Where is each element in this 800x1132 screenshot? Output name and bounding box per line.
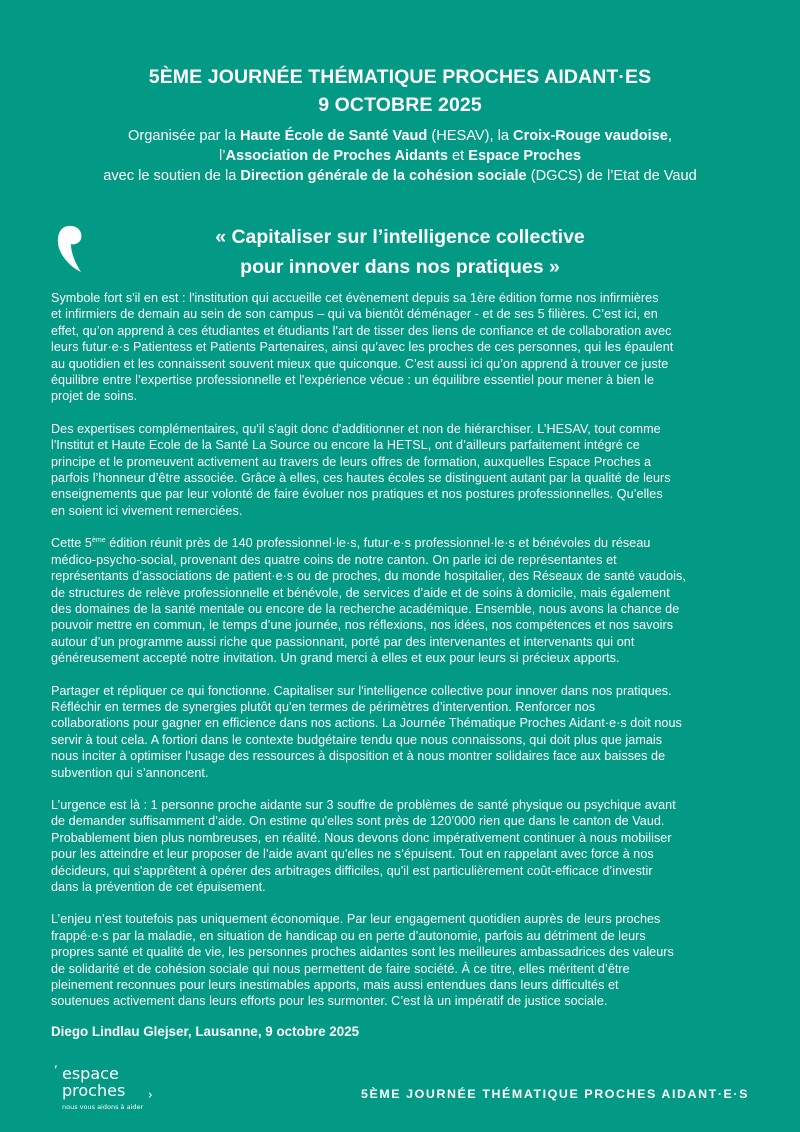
text-line: soutenues activement dans leurs efforts pour les surmonter. C’est là un impératif de justice sociale. <box>51 994 608 1009</box>
text-line: équilibre entre l’expertise professionnelle et l'expérience vécue : un équilibre essentiel pour mener à bien le <box>51 373 655 388</box>
organizers-block <box>0 126 800 186</box>
organizer-name: Association de Proches Aidants <box>225 148 448 164</box>
signature: Diego Lindlau Glejser, Lausanne, 9 octobre 2025 <box>51 1024 360 1039</box>
text-line: Cette 5ème édition réunit près de 140 professionnel·le·s, futur·e·s professionnel·le·s et bénévoles du réseau <box>51 536 651 551</box>
organizer-name: Espace Proches <box>468 148 582 164</box>
text-line: Probablement bien plus nombreuses, en réalité. Nous devons donc impérativement continuer à nous mobiliser <box>51 830 672 845</box>
text-line: Des expertises complémentaires, qu'il s'agit donc d'additionner et non de hiérarchiser. L’HESAV, tout comme <box>51 421 661 436</box>
text-line: représentants d’associations de patient·e·s ou de proches, du monde hospitalier, des Réseaux de santé vaudois, <box>51 569 686 584</box>
text-line: frappé·e·s par la maladie, en situation de handicap ou en perte d’autonomie, parfois au détriment de leurs <box>51 928 646 943</box>
paragraph-3 <box>51 535 763 666</box>
paragraph-6 <box>51 911 763 1009</box>
text-line: pour les atteindre et leur proposer de l’aide avant qu'elles ne s’épuisent. Tout en rappelant avec force à nos <box>51 847 654 862</box>
text-line: l'Institut et Haute Ecole de la Santé La Source ou encore la HETSL, ont d’ailleurs parfaitement intégré ce <box>51 438 640 453</box>
logo-word-1: espace <box>62 1064 119 1083</box>
organizers-line-3 <box>0 166 800 186</box>
text-line: leurs futur·e·s Patientess et Patients Partenaires, ainsi qu’avec les proches de ces personnes, qui les épaulent <box>51 340 674 355</box>
paragraph-2 <box>51 421 763 519</box>
organizers-line-2 <box>0 146 800 166</box>
text-line: Symbole fort s'il en est : l'institution qui accueille cet évènement depuis sa 1ère édition forme nos infirmières <box>51 291 659 305</box>
text-line: pouvoir mettre en commun, le temps d’une journée, nos réflexions, nos idées, nos compétences et nos savoirs <box>51 618 674 633</box>
text-line: propres santé et qualité de vie, les personnes proches aidantes sont les meilleures ambassadrices des valeurs <box>51 945 674 960</box>
text-line: de structures de relève professionnelle et bénévole, de services d’aide et de soins à domicile, mais également <box>51 585 670 600</box>
organizer-text: l’ <box>218 148 226 164</box>
logo-close-mark: › <box>148 1088 153 1103</box>
logo-word-2: proches <box>62 1081 126 1100</box>
text-line: enseignements que par leur volonté de faire évoluer nos pratiques et nos postures professionnelles. Qu’elles <box>51 487 663 502</box>
text-line: parfois l’honneur d’être associée. Grâce à elles, ces hautes écoles se distinguent autant par la qualité de leurs <box>51 471 671 486</box>
text-line: de solidarité et de cohésion sociale qui nous permettent de faire société. À ce titre, elles méritent d’être <box>51 961 630 976</box>
event-title: 5ÈME JOURNÉE THÉMATIQUE PROCHES AIDANT·ES <box>148 66 652 88</box>
text-line: Partager et répliquer ce qui fonctionne. Capitaliser sur l'intelligence collective pour innover dans nos pratiques. <box>51 683 672 698</box>
quote-line-2: pour innover dans nos pratiques » <box>240 256 560 278</box>
organizer-text: (DGCS) de l’Etat de Vaud <box>526 168 697 184</box>
text-line: effet, qu’on apprend à ces étudiantes et étudiants l'art de tisser des liens de confiance et de collaboration avec <box>51 323 672 338</box>
organizer-name: Croix-Rouge vaudoise <box>513 128 668 144</box>
text-line: principe et le promeuvent activement au travers de leurs offres de formation, auxquelles Espace Proches a <box>51 454 652 469</box>
text-line: L’enjeu n’est toutefois pas uniquement économique. Par leur engagement quotidien auprès de leurs proches <box>51 912 661 927</box>
organizer-name: Direction générale de la cohésion sociale <box>240 168 527 184</box>
text-line: généreusement accepté notre invitation. Un grand merci à elles et eux pour leurs si précieux apports. <box>51 651 620 666</box>
text-line: en soient ici vivement remerciées. <box>51 503 243 518</box>
paragraph-5 <box>51 797 763 895</box>
organizer-text: et <box>447 148 469 164</box>
text-line: de demander suffisamment d’aide. On estime qu'elles sont près de 120’000 rien que dans le canton de Vaud. <box>51 814 665 829</box>
paragraph-4 <box>51 683 763 781</box>
organizers-line-1 <box>0 126 800 146</box>
text-line: nous inciter à optimiser l'usage des ressources à disposition et à nous montrer solidaires face aux baisses de <box>51 749 666 764</box>
logo-open-mark: ‘ <box>54 1064 58 1079</box>
text-line: médico-psycho-social, provenant des quatre coins de notre canton. On parle ici de représentantes et <box>51 552 617 567</box>
text-line: dans la prévention de cet épuisement. <box>51 880 266 894</box>
text-line: et infirmiers de demain au sein de son campus – qui va bientôt déménager - et de ses 5 filières. C’est ici, en <box>51 307 658 322</box>
text-line: subvention qui s’annoncent. <box>51 765 209 780</box>
organizer-text: (HESAV), la <box>427 128 514 144</box>
espace-proches-logo <box>52 1066 192 1118</box>
quote-headline <box>0 222 800 282</box>
organizer-text: Organisée par la <box>128 128 240 144</box>
text-line: Réfléchir en termes de synergies plutôt qu'en termes de périmètres d’intervention. Renforcer nos <box>51 699 596 714</box>
text-line: collaborations pour gagner en efficience dans nos actions. La Journée Thématique Proches Aidant·e·s doit nous <box>51 716 682 731</box>
paragraph-1 <box>51 290 763 405</box>
text-line: pleinement reconnues pour leurs inestimables apports, mais aussi entendues dans leurs difficultés et <box>51 978 619 993</box>
footer-title: 5ÈME JOURNÉE THÉMATIQUE PROCHES AIDANT·E·S <box>361 1087 750 1101</box>
article-body <box>51 290 763 1026</box>
text-line: des domaines de la santé mentale ou encore de la recherche académique. Ensemble, nous avons la chance de <box>51 601 680 616</box>
text-line: autour d’un programme aussi riche que passionnant, porté par des intervenantes et intervenants qui ont <box>51 634 635 649</box>
text-line: servir à tout cela. A fortiori dans le contexte budgétaire tendu que nous connaissons, qui doit plus que jamais <box>51 732 663 747</box>
text-line: décideurs, qui s'apprêtent à opérer des arbitrages difficiles, qu'il est particulièrement coût-efficace d’investir <box>51 863 653 878</box>
quote-line-1: « Capitaliser sur l’intelligence collective <box>215 226 585 248</box>
text-line: L’urgence est là : 1 personne proche aidante sur 3 souffre de problèmes de santé physique ou psychique avant <box>51 797 676 812</box>
ordinal-superscript: ème <box>91 537 106 545</box>
text-line: projet de soins. <box>51 389 138 404</box>
event-date: 9 OCTOBRE 2025 <box>318 94 482 116</box>
logo-tagline: nous vous aidons à aider <box>62 1103 144 1111</box>
organizer-text: avec le soutien de la <box>103 168 241 184</box>
organizer-text: , <box>667 128 672 144</box>
organizer-name: Haute École de Santé Vaud <box>239 128 428 144</box>
text-line: au quotidien et les connaissent souvent mieux que quiconque. C’est aussi ici qu’on apprend à trouver ce juste <box>51 356 669 371</box>
